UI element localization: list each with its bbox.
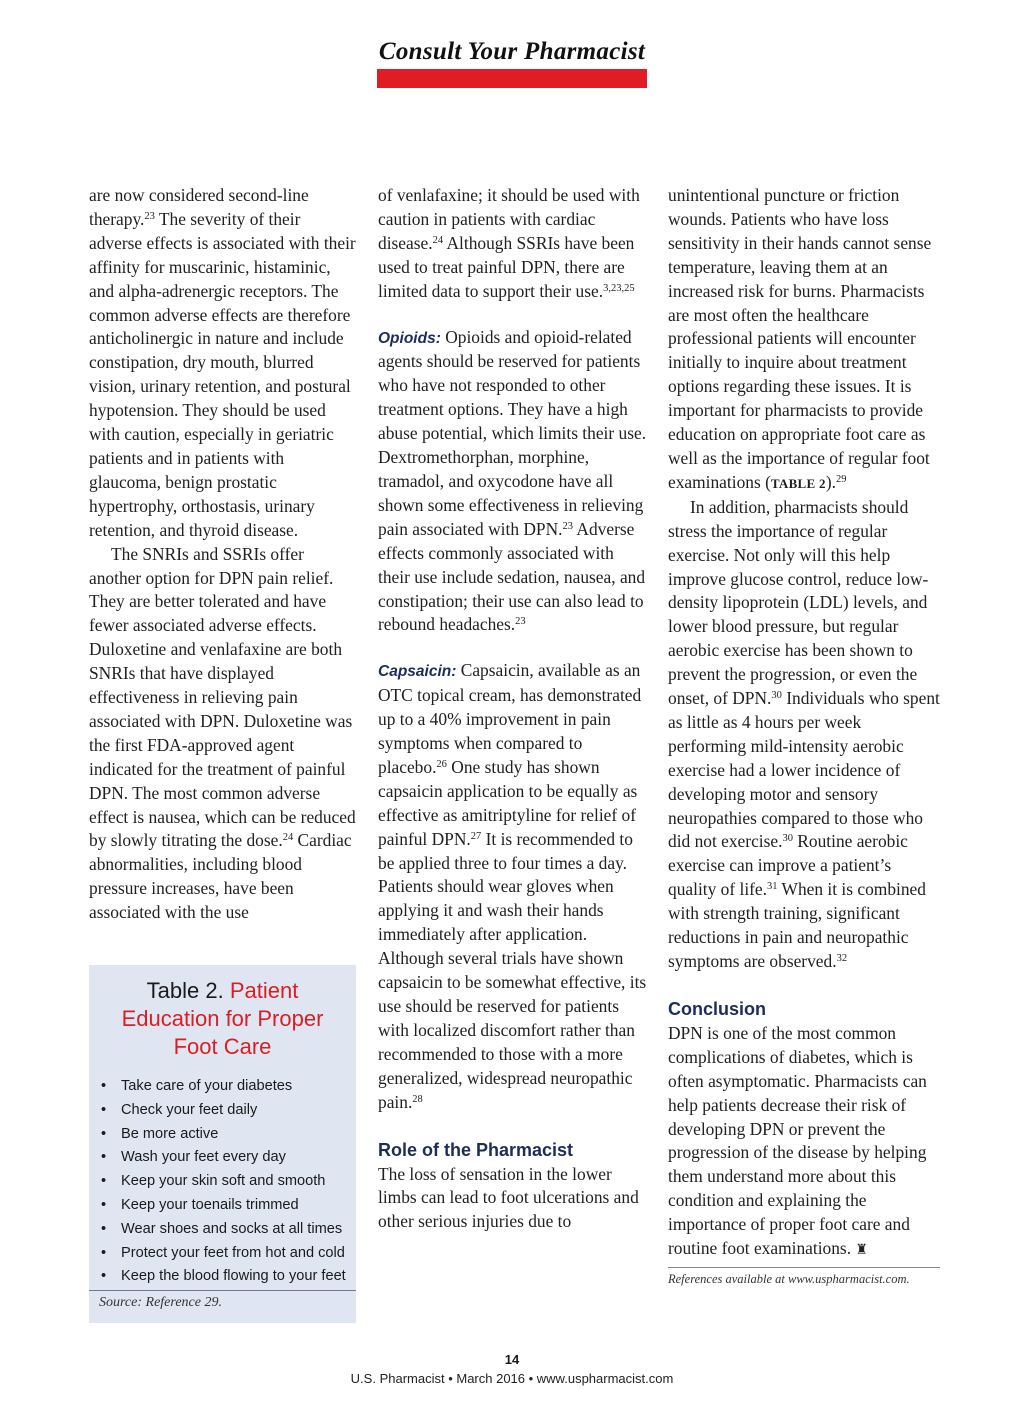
section-heading-conclusion: Conclusion	[668, 998, 766, 1019]
paragraph: DPN is one of the most common complications of diabetes, which is often asymptomatic. Pharmacists can help patients decrease their risk of developing DPN or prevent the progression of the disease by helping them understand more about this condition and explaining the importance of proper foot care and routine foot examinations. ♜	[668, 1022, 927, 1259]
article-column-2	[378, 184, 650, 1234]
list-item: • Be more active	[101, 1123, 356, 1147]
table-2-sidebar	[89, 965, 356, 1323]
table-source: Source: Reference 29.	[89, 1290, 356, 1311]
page-number: 14	[504, 1352, 520, 1367]
list-item: • Wash your feet every day	[101, 1146, 356, 1170]
list-item: • Check your feet daily	[101, 1099, 356, 1123]
paragraph: The loss of sensation in the lower limbs can lead to foot ulcerations and other serious injuries due to	[378, 1163, 639, 1232]
paragraph: are now considered second-line therapy.$^{23}$ The severity of their adverse effects is associated with their affinity for muscarinic, histaminic, and alpha-adrenergic receptors. The common adverse effects are therefore anticholinergic in nature and include constipation, dry mouth, blurred vision, urinary retention, and postural hypotension. They should be used with caution, especially in geriatric patients and in patients with glaucoma, benign prostatic hypertrophy, orthostasis, urinary retention, and thyroid disease.	[89, 185, 356, 540]
list-item: • Wear shoes and socks at all times	[101, 1218, 356, 1242]
list-item: • Protect your feet from hot and cold	[101, 1242, 356, 1266]
article-column-3	[668, 184, 940, 1288]
list-item: • Keep your skin soft and smooth	[101, 1170, 356, 1194]
article-column-1	[89, 184, 357, 925]
table-number: Table 2.	[146, 978, 224, 1003]
list-item: • Keep your toenails trimmed	[101, 1194, 356, 1218]
run-in-heading: Capsaicin:	[378, 663, 457, 681]
end-mark-icon: ♜	[855, 1243, 868, 1259]
running-header-title: Consult Your Pharmacist	[378, 38, 646, 65]
paragraph: In addition, pharmacists should stress the importance of regular exercise. Not only will this help improve glucose control, reduce low-density lipoprotein (LDL) levels, and lower blood pressure, but regular aerobic exercise has been shown to prevent the progression, or even the onset, of DPN.$^{30}$ Individuals who spent as little as 4 hours per week performing mild-intensity aerobic exercise had a lower incidence of developing motor and sensory neuropathies compared to those who did not exercise.$^{30}$ Routine aerobic exercise can improve a patient’s quality of life.$^{31}$ When it is combined with strength training, significant reductions in pain and neuropathic symptoms are observed.$^{32}$	[668, 496, 940, 971]
paragraph-capsaicin: Capsaicin: Capsaicin, available as an OTC topical cream, has demonstrated up to a 40% improvement in pain symptoms when compared to placebo.$^{26}$ One study has shown capsaicin application to be equally as effective as amitriptyline for relief of painful DPN.$^{27}$ It is recommended to be applied three to four times a day. Patients should wear gloves when applying it and wash their hands immediately after application. Although several trials have shown capsaicin to be somewhat effective, its use should be reserved for patients with localized discomfort rather than recommended to those with a more generalized, widespread neuropathic pain.$^{28}$	[378, 660, 647, 1112]
list-item: • Keep the blood flowing to your feet	[101, 1265, 356, 1289]
list-item: • Take care of your diabetes	[101, 1075, 356, 1099]
table-name: Patient Education for Proper Foot Care	[121, 978, 324, 1059]
publication-footer: U.S. Pharmacist • March 2016 • www.uspharmacist.com	[350, 1371, 674, 1386]
run-in-heading: Opioids:	[378, 329, 441, 347]
table-title	[89, 977, 356, 1061]
references-note: References available at www.uspharmacist.com.	[668, 1267, 940, 1288]
paragraph: of venlafaxine; it should be used with caution in patients with cardiac disease.$^{24}$ Although SSRIs have been used to treat painful DPN, there are limited data to support their use.$^{3,23,25}$	[378, 185, 640, 301]
paragraph: The SNRIs and SSRIs offer another option for DPN pain relief. They are better tolerated and have fewer associated adverse effects. Duloxetine and venlafaxine are both SNRIs that have displayed effectiveness in relieving pain associated with DPN. Duloxetine was the first FDA-approved agent indicated for the treatment of painful DPN. The most common adverse effect is nausea, which can be reduced by slowly titrating the dose.$^{24}$ Cardiac abnormalities, including blood pressure increases, have been associated with the use	[89, 543, 356, 923]
section-heading-role: Role of the Pharmacist	[378, 1139, 574, 1160]
header-accent-bar	[377, 69, 647, 88]
paragraph: unintentional puncture or friction wounds. Patients who have loss sensitivity in their hands cannot sense temperature, leaving them at an increased risk for burns. Pharmacists are most often the healthcare professional patients will encounter initially to inquire about treatment options regarding these issues. It is important for pharmacists to provide education on appropriate foot care as well as the importance of regular foot examinations (TABLE 2).$^{29}$	[668, 185, 932, 492]
foot-care-list	[89, 1075, 356, 1289]
paragraph-opioids: Opioids: Opioids and opioid-related agents should be reserved for patients who have not responded to other treatment options. They have a high abuse potential, which limits their use. Dextromethorphan, morphine, tramadol, and oxycodone have all shown some effectiveness in relieving pain associated with DPN.$^{23}$ Adverse effects commonly associated with their use include sedation, nausea, and constipation; their use can also lead to rebound headaches.$^{23}$	[378, 326, 647, 635]
